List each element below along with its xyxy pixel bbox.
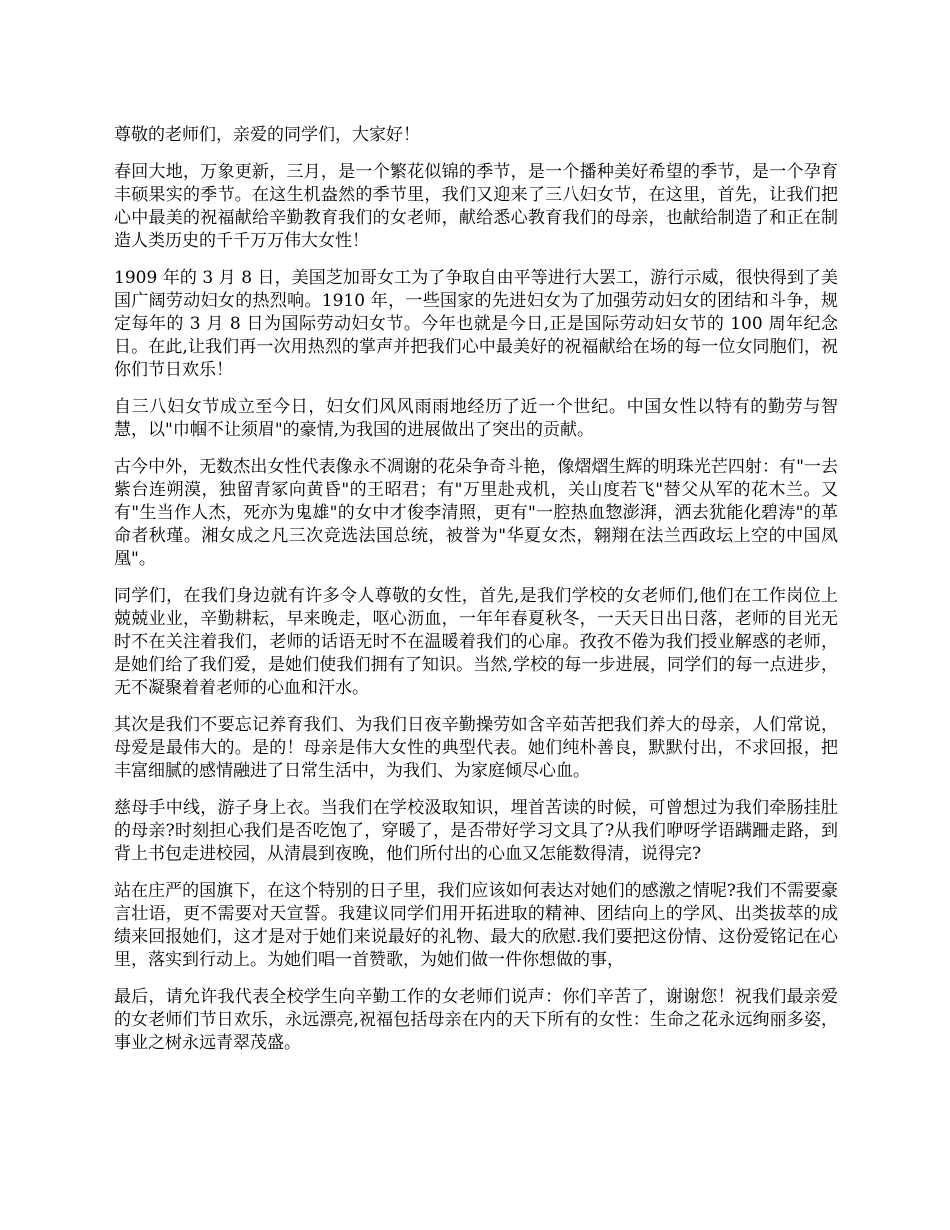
century-paragraph: 自三八妇女节成立至今日，妇女们风风雨雨地经历了近一个世纪。中国女性以特有的勤劳与智慧，以"巾帼不让须眉"的豪情,为我国的进展做出了突出的贡献。 bbox=[114, 397, 838, 440]
famous-women-paragraph: 古今中外，无数杰出女性代表像永不凋谢的花朵争奇斗艳，像熠熠生辉的明珠光芒四射：有"一去紫台连朔漠，独留青冢向黄昏"的王昭君；有"万里赴戎机，关山度若飞"替父从军的花木兰。又有"生当作人杰，死亦为鬼雄"的女中才俊李清照，更有"一腔热血惣澎湃，洒去犹能化碧涛"的革命者秋瑾。湘女成之凡三次竞选法国总统，被誉为"华夏女杰，翱翔在法兰西政坛上空的中国凤凰"。 bbox=[114, 457, 838, 569]
mothers-paragraph: 其次是我们不要忘记养育我们、为我们日夜辛勤操劳如含辛茹苦把我们养大的母亲，人们常说，母爱是最伟大的。是的！母亲是伟大女性的典型代表。她们纯朴善良，默默付出，不求回报，把丰富细腻的感情融进了日常生活中，为我们、为家庭倾尽心血。 bbox=[114, 715, 838, 781]
spring-paragraph: 春回大地，万象更新，三月，是一个繁花似锦的季节，是一个播种美好希望的季节，是一个孕育丰硕果实的季节。在这生机盎然的季节里，我们又迎来了三八妇女节，在这里，首先，让我们把心中最美的祝福献给辛勤教育我们的女老师，献给悉心教育我们的母亲，也献给制造了和正在制造人类历史的千千万万伟大女性！ bbox=[114, 162, 838, 251]
poem-paragraph: 慈母手中线，游子身上衣。当我们在学校汲取知识，埋首苦读的时候，可曾想过为我们牵肠挂肚的母亲?时刻担心我们是否吃饱了，穿暖了，是否带好学习文具了?从我们咿呀学语蹒跚走路，到背上书包走进校园，从清晨到夜晚，他们所付出的心血又怎能数得清，说得完? bbox=[114, 798, 838, 864]
teachers-paragraph: 同学们，在我们身边就有许多令人尊敬的女性，首先,是我们学校的女老师们,他们在工作岗位上兢兢业业，辛勤耕耘，早来晚走，呕心沥血，一年年春夏秋冬，一天天日出日落，老师的目光无时不在关注着我们，老师的话语无时不在温暖着我们的心扉。孜孜不倦为我们授业解惑的老师，是她们给了我们爱，是她们使我们拥有了知识。当然,学校的每一步进展，同学们的每一点进步，无不凝聚着着老师的心血和汗水。 bbox=[114, 586, 838, 698]
flag-paragraph: 站在庄严的国旗下，在这个特别的日子里，我们应该如何表达对她们的感激之情呢?我们不需要豪言壮语，更不需要对天宣誓。我建议同学们用开拓进取的精神、团结向上的学风、出类拔萃的成绩来回报她们，这才是对于她们来说最好的礼物、最大的欣慰.我们要把这份情、这份爱铭记在心里，落实到行动上。为她们唱一首赞歌，为她们做一件你想做的事， bbox=[114, 881, 838, 970]
closing-paragraph: 最后，请允许我代表全校学生向辛勤工作的女老师们说声：你们辛苦了，谢谢您！祝我们最亲爱的女老师们节日欢乐，永远漂亮,祝福包括母亲在内的天下所有的女性：生命之花永远绚丽多姿，事业之树永远青翠茂盛。 bbox=[114, 987, 838, 1053]
greeting-paragraph: 尊敬的老师们，亲爱的同学们，大家好！ bbox=[114, 125, 420, 145]
history-paragraph: 1909 年的 3 月 8 日，美国芝加哥女工为了争取自由平等进行大罢工，游行示威，很快得到了美国广阔劳动妇女的热烈响。1910 年，一些国家的先进妇女为了加强劳动妇女的团结和斗争，规定每年的 3 月 8 日为国际劳动妇女节。今年也就是今日,正是国际劳动妇女节的 100 周年纪念日。在此,让我们再一次用热烈的掌声并把我们心中最美好的祝福献给在场的每一位女同胞们，祝你们节日欢乐！ bbox=[114, 268, 838, 380]
